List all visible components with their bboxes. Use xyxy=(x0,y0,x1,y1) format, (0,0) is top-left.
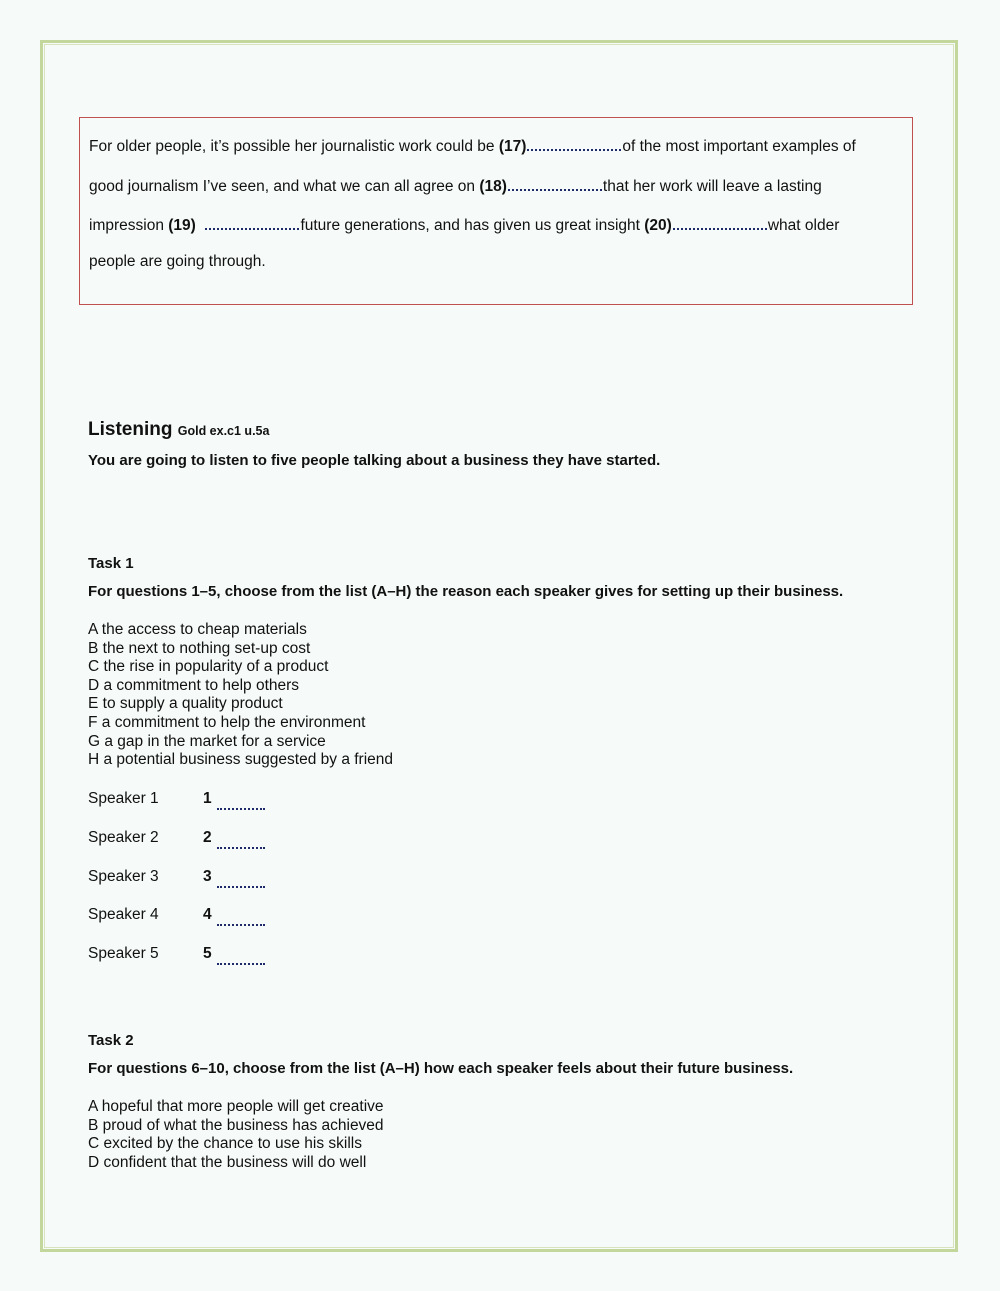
speaker-5-answer-blank[interactable] xyxy=(217,949,265,965)
task1-instruction: For questions 1–5, choose from the list (A–H) the reason each speaker gives for setting up their business. xyxy=(88,583,844,600)
passage-text: impression xyxy=(89,217,169,234)
option-item: A the access to cheap materials xyxy=(88,621,307,638)
passage-line-3 xyxy=(89,214,839,235)
listening-heading xyxy=(88,419,269,441)
gap-19-blank[interactable] xyxy=(205,214,299,230)
speaker-2-answer-blank[interactable] xyxy=(217,833,265,849)
gap-number-19: (19) xyxy=(168,217,196,234)
option-item: B proud of what the business has achieved xyxy=(88,1116,384,1134)
speaker-1-answer-blank[interactable] xyxy=(217,794,265,810)
task2-title: Task 2 xyxy=(88,1032,134,1049)
option-item: D a commitment to help others xyxy=(88,676,300,694)
listening-intro: You are going to listen to five people talking about a business they have started. xyxy=(88,452,661,469)
gap-number-20: (20) xyxy=(644,217,672,234)
passage-text: good journalism I’ve seen, and what we can all agree on xyxy=(89,178,480,195)
speaker-3-answer-blank[interactable] xyxy=(217,872,265,888)
speaker-5-label: Speaker 5 xyxy=(88,945,159,962)
option-item: G a gap in the market for a service xyxy=(88,732,326,750)
gap-18-blank[interactable] xyxy=(508,175,602,191)
passage-text: of the most important examples of xyxy=(622,138,856,155)
listening-source: Gold ex.c1 u.5a xyxy=(177,424,270,438)
option-item: C excited by the chance to use his skills xyxy=(88,1135,362,1153)
passage-line-1 xyxy=(89,135,856,156)
option-item: C the rise in popularity of a product xyxy=(88,658,329,676)
speaker-3-label: Speaker 3 xyxy=(88,868,159,885)
speaker-3-number: 3 xyxy=(203,868,212,885)
passage-text: For older people, it’s possible her journalistic work could be xyxy=(89,138,499,155)
passage-text: that her work will leave a lasting xyxy=(602,178,822,195)
option-item: B the next to nothing set-up cost xyxy=(88,639,311,657)
gap-fill-passage-box xyxy=(79,117,913,305)
passage-line-4: people are going through. xyxy=(89,253,266,270)
gap-17-blank[interactable] xyxy=(527,135,621,151)
passage-line-2 xyxy=(89,175,822,196)
task2-options xyxy=(88,1098,384,1172)
gap-20-blank[interactable] xyxy=(673,214,767,230)
passage-text: future generations, and has given us great insight xyxy=(300,217,645,234)
speaker-4-answer-blank[interactable] xyxy=(217,910,265,926)
speaker-1-number: 1 xyxy=(203,790,212,807)
gap-number-18: (18) xyxy=(479,178,507,195)
passage-text: what older xyxy=(767,217,840,234)
speaker-4-number: 4 xyxy=(203,906,212,923)
option-item: A hopeful that more people will get creative xyxy=(88,1098,384,1115)
speaker-2-label: Speaker 2 xyxy=(88,829,159,846)
task1-title: Task 1 xyxy=(88,555,134,572)
option-item: F a commitment to help the environment xyxy=(88,713,366,731)
speaker-5-number: 5 xyxy=(203,945,212,962)
speaker-2-number: 2 xyxy=(203,829,212,846)
task1-options xyxy=(88,621,393,770)
listening-title: Listening xyxy=(88,419,173,440)
option-item: D confident that the business will do well xyxy=(88,1153,367,1171)
gap-number-17: (17) xyxy=(498,138,527,155)
speaker-1-label: Speaker 1 xyxy=(88,790,159,807)
option-item: H a potential business suggested by a friend xyxy=(88,751,394,769)
task2-instruction: For questions 6–10, choose from the list (A–H) how each speaker feels about their future business. xyxy=(88,1060,794,1077)
speaker-4-label: Speaker 4 xyxy=(88,906,159,923)
option-item: E to supply a quality product xyxy=(88,695,283,713)
